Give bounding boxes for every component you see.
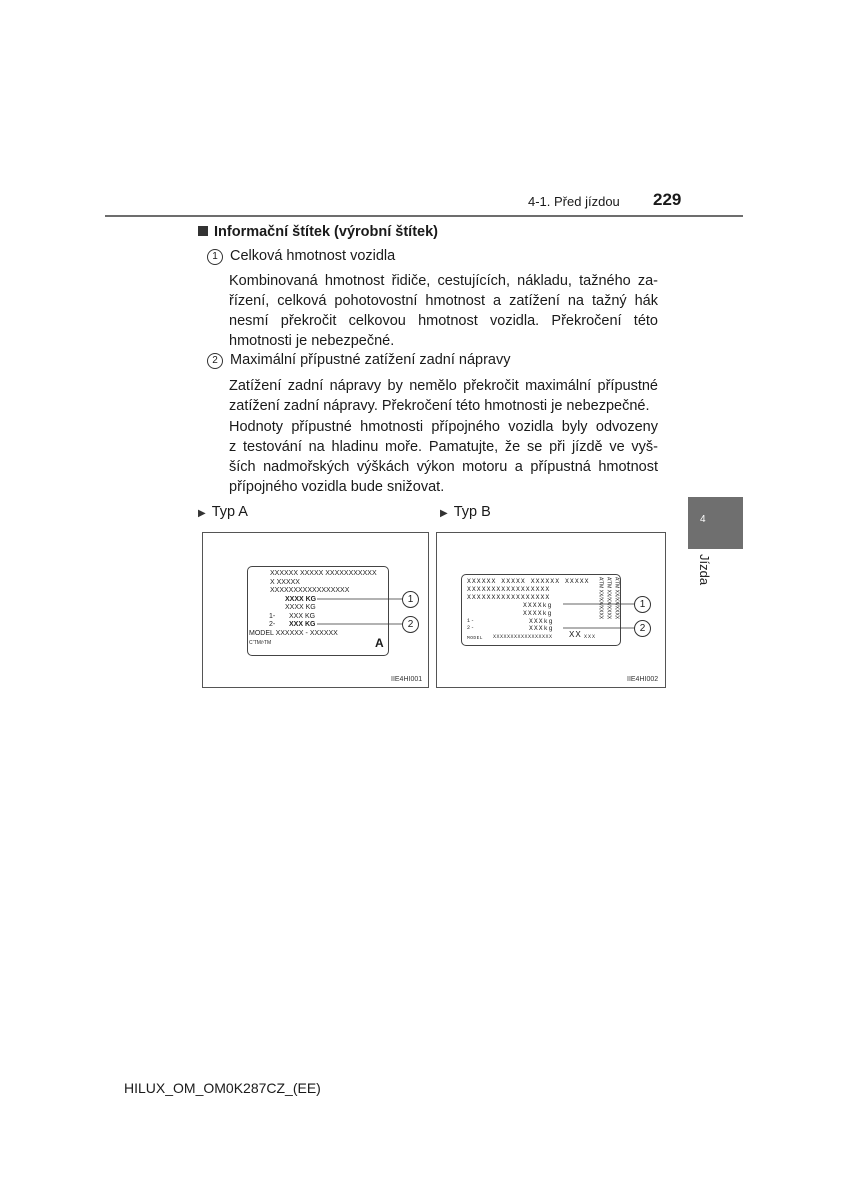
text-line: ších nadmořských výškách výkon motoru a přípustná hmotnost — [229, 459, 658, 475]
text-line: hmotnosti je nebezpečné. — [229, 333, 395, 349]
plate-side-text: A’TM XX/XX/XXXX — [597, 577, 604, 620]
plate-line: X XXXXX — [270, 578, 300, 586]
text-line: zatížení zadní nápravy. Překročení této hmotnosti je nebezpečné. — [229, 398, 650, 414]
plate-line: XXXXXXXXXXXXXXXXX — [467, 586, 551, 593]
text-line: nesmí překročit celkovou hmotnost vozidla. Překročení této — [229, 313, 658, 329]
chapter-tab — [688, 497, 743, 549]
text-line: přípojného vozidla bude snižovat. — [229, 479, 445, 495]
text-line: z testování na hladinu moře. Pamatujte, že se při jízdě ve vyš- — [229, 439, 658, 455]
heading-text: Informační štítek (výrobní štítek) — [214, 224, 438, 240]
chapter-number: 4 — [700, 514, 706, 525]
callout-1: 1 — [402, 591, 419, 608]
callout-2: 2 — [402, 616, 419, 633]
axle-label: 1- — [467, 618, 476, 624]
plate-weight: XXXXkg — [523, 610, 553, 617]
chapter-label: Jízda — [697, 554, 712, 586]
figure-b-label-text: Typ B — [453, 504, 491, 520]
plate-model-value: XXXXXXXXXXXXXXXXX — [493, 634, 553, 640]
callout-1: 1 — [634, 596, 651, 613]
callout-2: 2 — [634, 620, 651, 637]
plate-side-text: A’TM XX/XX/XXXX — [613, 577, 620, 620]
plate-line: XXXXXX XXXXX XXXXXXXXXXX — [270, 570, 377, 577]
plate-weight: XXXkg — [529, 625, 554, 632]
text-line: Zatížení zadní nápravy by nemělo překročit maximální přípustné — [229, 378, 658, 394]
callout-lines-b — [437, 533, 665, 687]
triangle-bullet-icon: ▶ — [198, 508, 206, 519]
figure-a-label — [198, 504, 248, 520]
plate-small-text: C’TM/ʸTM — [249, 640, 272, 646]
figure-code: IIE4HI002 — [627, 676, 659, 683]
paragraph-2 — [229, 376, 658, 416]
header-rule — [105, 215, 743, 217]
plate-weight: XXXX KG — [285, 595, 317, 603]
section-heading — [198, 224, 438, 240]
plate-line: XXXXXX XXXXX XXXXXX XXXXX — [467, 578, 590, 585]
plate-letter: A — [375, 636, 384, 650]
plate-weight: XXXX KG — [285, 604, 316, 611]
axle-label: 2- — [467, 625, 476, 631]
plate-side-text: A’TM XX/XX/XXXX — [605, 577, 612, 620]
plate-weight: XXXkg — [529, 618, 554, 625]
plate-line: XXXXXXXXXXXXXXXXX — [467, 594, 551, 601]
axle-label: 1- — [269, 612, 276, 620]
plate-weight: XXX KG — [289, 621, 316, 628]
section-title: 4-1. Před jízdou — [528, 194, 620, 209]
plate-model-tail: XXX — [584, 634, 597, 640]
paragraph-3 — [229, 417, 658, 497]
figure-code: IIE4HI001 — [391, 676, 423, 683]
plate-model-label: MODEL — [467, 636, 484, 641]
square-bullet-icon — [198, 226, 208, 236]
axle-label: 2- — [269, 621, 276, 628]
paragraph-1 — [229, 271, 658, 351]
figure-a — [202, 532, 429, 688]
plate-line: XXXXXXXXXXXXXXXXX — [270, 587, 350, 594]
plate-model: MODEL XXXXXX - XXXXXX — [249, 630, 338, 637]
item-title: Celková hmotnost vozidla — [230, 248, 396, 264]
list-item-1 — [207, 248, 395, 265]
figure-a-label-text: Typ A — [211, 504, 248, 520]
item-marker: 2 — [207, 353, 223, 369]
plate-weight: XXX KG — [289, 612, 316, 620]
text-line: Kombinovaná hmotnost řidiče, cestujících, nákladu, tažného za- — [229, 273, 658, 289]
list-item-2 — [207, 352, 510, 369]
item-title: Maximální přípustné zatížení zadní nápravy — [230, 352, 511, 368]
callout-lines-a — [203, 533, 428, 687]
figure-b — [436, 532, 666, 688]
triangle-bullet-icon: ▶ — [440, 508, 448, 519]
plate-model-suffix: XX — [569, 630, 582, 640]
item-marker: 1 — [207, 249, 223, 265]
page-number: 229 — [653, 190, 682, 209]
document-code: HILUX_OM_OM0K287CZ_(EE) — [124, 1080, 321, 1096]
text-line: Hodnoty přípustné hmotnosti přípojného vozidla byly odvozeny — [229, 419, 658, 435]
plate-weight: XXXXkg — [523, 602, 553, 609]
text-line: řízení, celková pohotovostní hmotnost a zatížení na tažný hák — [229, 293, 658, 309]
figure-b-label — [440, 504, 491, 520]
